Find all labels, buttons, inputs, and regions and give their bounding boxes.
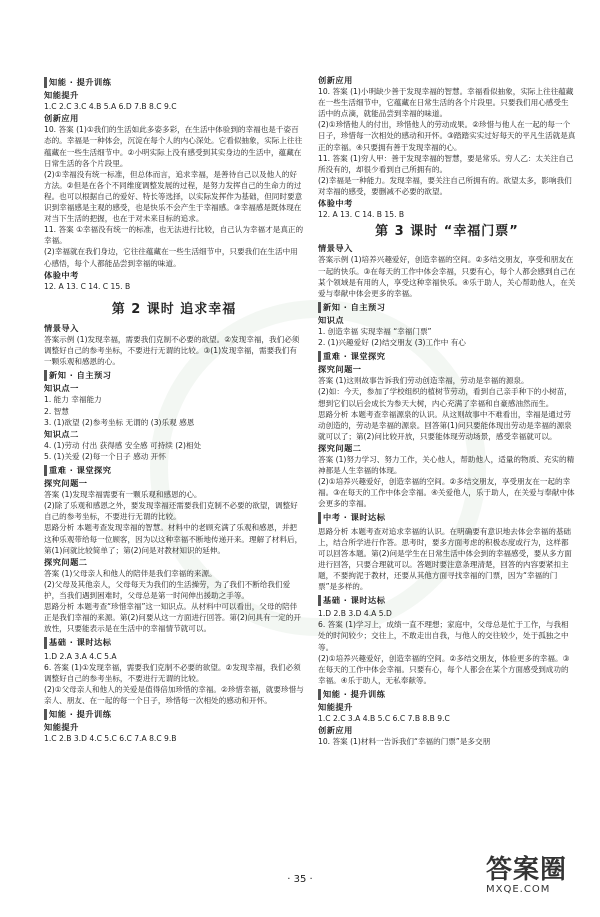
subheading: 知能提升 xyxy=(44,90,79,101)
answer-paragraph: 1.C 2.C 3.A 4.B 5.C 6.C 7.B 8.B 9.C xyxy=(318,714,450,724)
answer-paragraph: 1.C 2.B 3.D 4.C 5.C 6.C 7.A 8.C 9.B xyxy=(44,734,177,744)
subheading: 情景导入 xyxy=(44,322,79,333)
section-heading: 知能 · 提升训练 xyxy=(44,77,113,88)
section-bar xyxy=(44,77,304,88)
answer-paragraph: 思路分析 本题考查幸福源泉的认识。从这则故事中不难看出，幸福是通过劳动创造的，劳动是幸福的源泉。回答第(1)问只要能体现出劳动是幸福的源泉就可以了；第(2)问比较开放，只要能体现劳动场景，感受幸福就可以。 xyxy=(318,409,572,441)
answer-paragraph: 6. 答案 (1)①发现幸福，需要我们克制不必要的欲望。②发现幸福，我们必须调整好自己的参考坐标，不要进行无谓的比较。 xyxy=(44,662,301,683)
answer-paragraph: (2)如：今天，参加了学校组织的植树节劳动，看到自己亲手种下的小树苗，想到它们以后会成长为参天大树，内心充满了幸福和自豪感油然而生。 xyxy=(318,387,572,408)
answer-paragraph: 10. 答案 (1)小明缺少善于发现幸福的智慧。幸福看似抽象，实际上往往蕴藏在一些生活细节中，它蕴藏在日常生活的各个片段里。只要我们用心感受生活中的点滴，就能品尝到幸福的味道。 xyxy=(318,87,574,119)
subheading: 创新应用 xyxy=(318,725,353,736)
subheading: 探究问题一 xyxy=(318,364,362,375)
lesson-title: 第 3 课时 “幸福门票” xyxy=(375,224,519,240)
subheading: 探究问题一 xyxy=(44,478,88,489)
subheading: 情景导入 xyxy=(318,243,353,254)
section-heading: 重难 · 课堂探究 xyxy=(44,465,113,476)
section-bar xyxy=(318,302,576,313)
section-heading: 知能 · 提升训练 xyxy=(318,689,387,700)
subheading: 创新应用 xyxy=(44,113,79,124)
answer-paragraph: 思路分析 本题考查发现幸福的智慧。材料中的老顾充满了乐观和感恩，并把这种乐观带给每一位顾客，因为以这种幸福不断地传递开来。理解了材料后，第(1)问就比较简单了；第(2)问是对教材知识的延伸。 xyxy=(44,523,303,555)
answer-paragraph: 3. (1)欲望 (2)参考坐标 无谓的 (3)乐观 感恩 xyxy=(44,417,195,427)
site-logo xyxy=(486,856,594,912)
section-bar xyxy=(318,351,576,362)
subheading: 知识点二 xyxy=(44,428,79,439)
answer-paragraph: 4. (1)劳动 付出 获得感 安全感 可持续 (2)相处 xyxy=(44,440,202,450)
answer-paragraph: 答案示例 (1)培养兴趣爱好，创造幸福的空间。②多结交朋友，享受和朋友在一起的快乐。③在每天的工作中体会幸福，只要有心，每个人都会感到自己在某个领域是有用的人，享受这种幸福快乐。④乐于助人，关心帮助他人，在关爱与奉献中体会更多的幸福。 xyxy=(318,255,576,298)
right-column xyxy=(318,74,576,747)
answer-paragraph: (2)①培养兴趣爱好，创造幸福的空间。②多结交朋友，享受朋友在一起的幸福。③在每天的工作中体会幸福。④关爱他人，乐于助人，在关爱与奉献中体会更多的幸福。 xyxy=(318,477,575,509)
page-number: · 35 · xyxy=(287,874,313,885)
section-heading: 基础 · 课时达标 xyxy=(318,595,387,606)
section-heading: 新知 · 自主预习 xyxy=(44,370,113,381)
answer-paragraph: 答案 (1)发现幸福需要有一颗乐观和感恩的心。 xyxy=(44,490,202,500)
answer-paragraph: (2)①幸福没有统一标准，但总体而言，追求幸福，是善待自己以及他人的好方法。②但是在各个不同维度调整发展的过程，是努力发挥自己的生命力的过程。也可以根据自己的爱好、特长等选择，以实际发挥作为基础，但同时要意识到幸福感是主观的感受，也是快乐不会产生于幸福感。③幸福感是既体现在对当下生活的把握，也在于对未来目标的追求。 xyxy=(44,169,303,224)
answer-paragraph: 1.D 2.A 3.A 4.C 5.A xyxy=(44,651,117,661)
subheading: 知识点一 xyxy=(44,383,79,394)
section-bar xyxy=(44,370,304,381)
answer-paragraph: 2. 智慧 xyxy=(44,406,69,416)
answer-paragraph: 答案示例 (1)发现幸福，需要我们克制不必要的欲望。②发现幸福，我们必须调整好自己的参考坐标，不要进行无谓的比较。③(1)发现幸福，需要我们有一颗乐观和感恩的心。 xyxy=(44,334,300,367)
answer-paragraph: (2)①珍惜他人的付出，珍惜他人的劳动成果。②珍惜与他人在一起的每一个日子，珍惜每一次相处的感动和开怀。③踏踏实实过好每天的平凡生活就是真正的幸福。④只要拥有善于发现幸福的心。 xyxy=(318,120,576,152)
section-heading: 基础 · 课时达标 xyxy=(44,637,113,648)
answer-paragraph: 1.C 2.C 3.C 4.B 5.A 6.D 7.B 8.C 9.C xyxy=(44,102,177,112)
answer-paragraph: 12. A 13. C 14. C 15. B xyxy=(44,281,131,291)
logo-url: MXQE.COM xyxy=(486,884,551,895)
subheading: 探究问题二 xyxy=(44,556,88,567)
answer-paragraph: 答案 (1)努力学习、努力工作，关心他人，帮助他人，适量的物质、充实的精神都是人生幸福的体现。 xyxy=(318,455,575,476)
subheading: 探究问题二 xyxy=(318,442,362,453)
subheading: 创新应用 xyxy=(318,75,353,85)
section-heading: 知能 · 提升训练 xyxy=(44,709,113,720)
lesson-title: 第 2 课时 追求幸福 xyxy=(111,301,237,317)
answer-paragraph: 11. 答案 (1)穷人甲：善于发现幸福的智慧，要是常乐。穷人乙：太关注自己所没有的，却很少看到自己所拥有的。 xyxy=(318,153,574,174)
answer-paragraph: (2)①培养兴趣爱好，创造幸福的空间。②多结交朋友，体验更多的幸福。③在每天的工作中体会幸福。只要有心，每个人都会在某个方面感受到成功的幸福。④乐于助人，无私奉献等。 xyxy=(318,653,570,685)
section-heading: 新知 · 自主预习 xyxy=(318,302,387,313)
section-bar xyxy=(44,465,304,476)
answer-paragraph: (2)幸福是一种能力。发现幸福，要关注自己所拥有的。欲望太多，影响我们对幸福的感受，要删减不必要的欲望。 xyxy=(318,175,572,196)
answer-paragraph: 思路分析 本题考查对追求幸福的认识。在明确要有意识地去体会幸福的基础上，结合所学进行作答。思考时，要多方面考虑的积极态度或行为，这样都可以回答本题。第(2)问是学生在日常生活中体会到的幸福感受，要从多方面进行回答，只要合理就可以。答题时要注意条理清楚，回答的内容要紧扣主题，不要拘泥于教材，还要从其他方面寻找幸福的门票，因为“幸福的门票”是多样的。 xyxy=(318,526,572,592)
answer-paragraph: 10. 答案 (1)①我们的生活如此多姿多彩，在生活中体验到的幸福也是千姿百态的。幸福是一种体会，沉淀在每个人的内心深处。它看似抽象，实际上往往蕴藏在一些生活细节中。②小明实际上没有感受到其实身边的生活中，蕴藏在日常生活的各个片段里。 xyxy=(44,125,303,168)
section-heading: 重难 · 课堂探究 xyxy=(318,351,387,362)
answer-paragraph: 答案 (1)这则故事告诉我们劳动创造幸福，劳动是幸福的源泉。 xyxy=(318,376,529,386)
answer-paragraph: 5. (1)关爱 (2)每一个日子 感动 开怀 xyxy=(44,451,166,461)
section-bar xyxy=(318,595,576,606)
subheading: 体验中考 xyxy=(318,198,353,209)
answer-paragraph: 10. 答案 (1)材料一告诉我们“幸福的门票”是多交朋 xyxy=(318,737,491,747)
section-bar xyxy=(318,689,576,700)
subheading: 知能提升 xyxy=(44,722,79,733)
answer-paragraph: (2)父母及其他亲人，父母每天为我们的生活操劳，为了我们不断给我们爱护，当我们遇到困难时，父母总是第一时间伸出援助之手等。 xyxy=(44,579,291,601)
answer-paragraph: (2)除了乐观和感恩之外，要发现幸福还需要我们克制不必要的欲望，调整好自己的参考坐标，不要进行无谓的比较。 xyxy=(44,501,298,522)
answer-paragraph: 1. 创造幸福 实现幸福 “幸福门票” xyxy=(318,326,432,336)
answer-paragraph: 思路分析 本题考查“珍惜幸福”这一知识点。从材料中可以看出，父母的陪伴正是我们幸福的来源。第(2)问要从这一方面进行回答。第(2)问具有一定的开放性，只要能表示是在生活中的幸福情节就可以。 xyxy=(44,602,301,634)
section-bar xyxy=(44,709,304,720)
logo-text: 答案圈 xyxy=(486,855,568,885)
answer-paragraph: (2)①父母亲人和他人的关爱是值得倍加珍惜的幸福。②珍惜幸福，就要珍惜与亲人、朋友、在一起的每一个日子，珍惜每一次相处的感动和开怀。 xyxy=(44,684,304,705)
answer-paragraph: (2)幸福就在我们身边，它往往蕴藏在一些生活细节中，只要我们在生活中用心感悟，每个人都能品尝到幸福的味道。 xyxy=(44,247,298,268)
section-heading: 中考 · 课时达标 xyxy=(318,512,387,523)
answer-paragraph: 1. 能力 幸福能力 xyxy=(44,395,102,405)
answer-paragraph: 1.D 2.B 3.D 4.A 5.D xyxy=(318,609,392,619)
answer-paragraph: 12. A 13. C 14. B 15. B xyxy=(318,210,405,220)
subheading: 体验中考 xyxy=(44,269,79,280)
answer-paragraph: 2. (1)兴趣爱好 (2)结交朋友 (3)工作中 有心 xyxy=(318,338,466,348)
section-bar xyxy=(44,637,304,648)
left-column xyxy=(44,74,304,744)
answer-paragraph: 6. 答案 (1)学习上，成绩一直不理想；家庭中，父母总是忙于工作，与我相处的时间较少；交往上，不敢走出自我，与他人的交往较少，处于孤独之中等。 xyxy=(318,620,569,652)
answer-paragraph: 答案 (1)父母亲人和他人的陪伴是我们幸福的来源。 xyxy=(44,568,217,578)
answer-paragraph: 11. 答案 ①幸福没有统一的标准，也无法进行比较，自己认为幸福才是真正的幸福。 xyxy=(44,225,304,246)
subheading: 知识点 xyxy=(318,314,345,325)
subheading: 知能提升 xyxy=(318,701,353,712)
section-bar xyxy=(318,512,576,523)
